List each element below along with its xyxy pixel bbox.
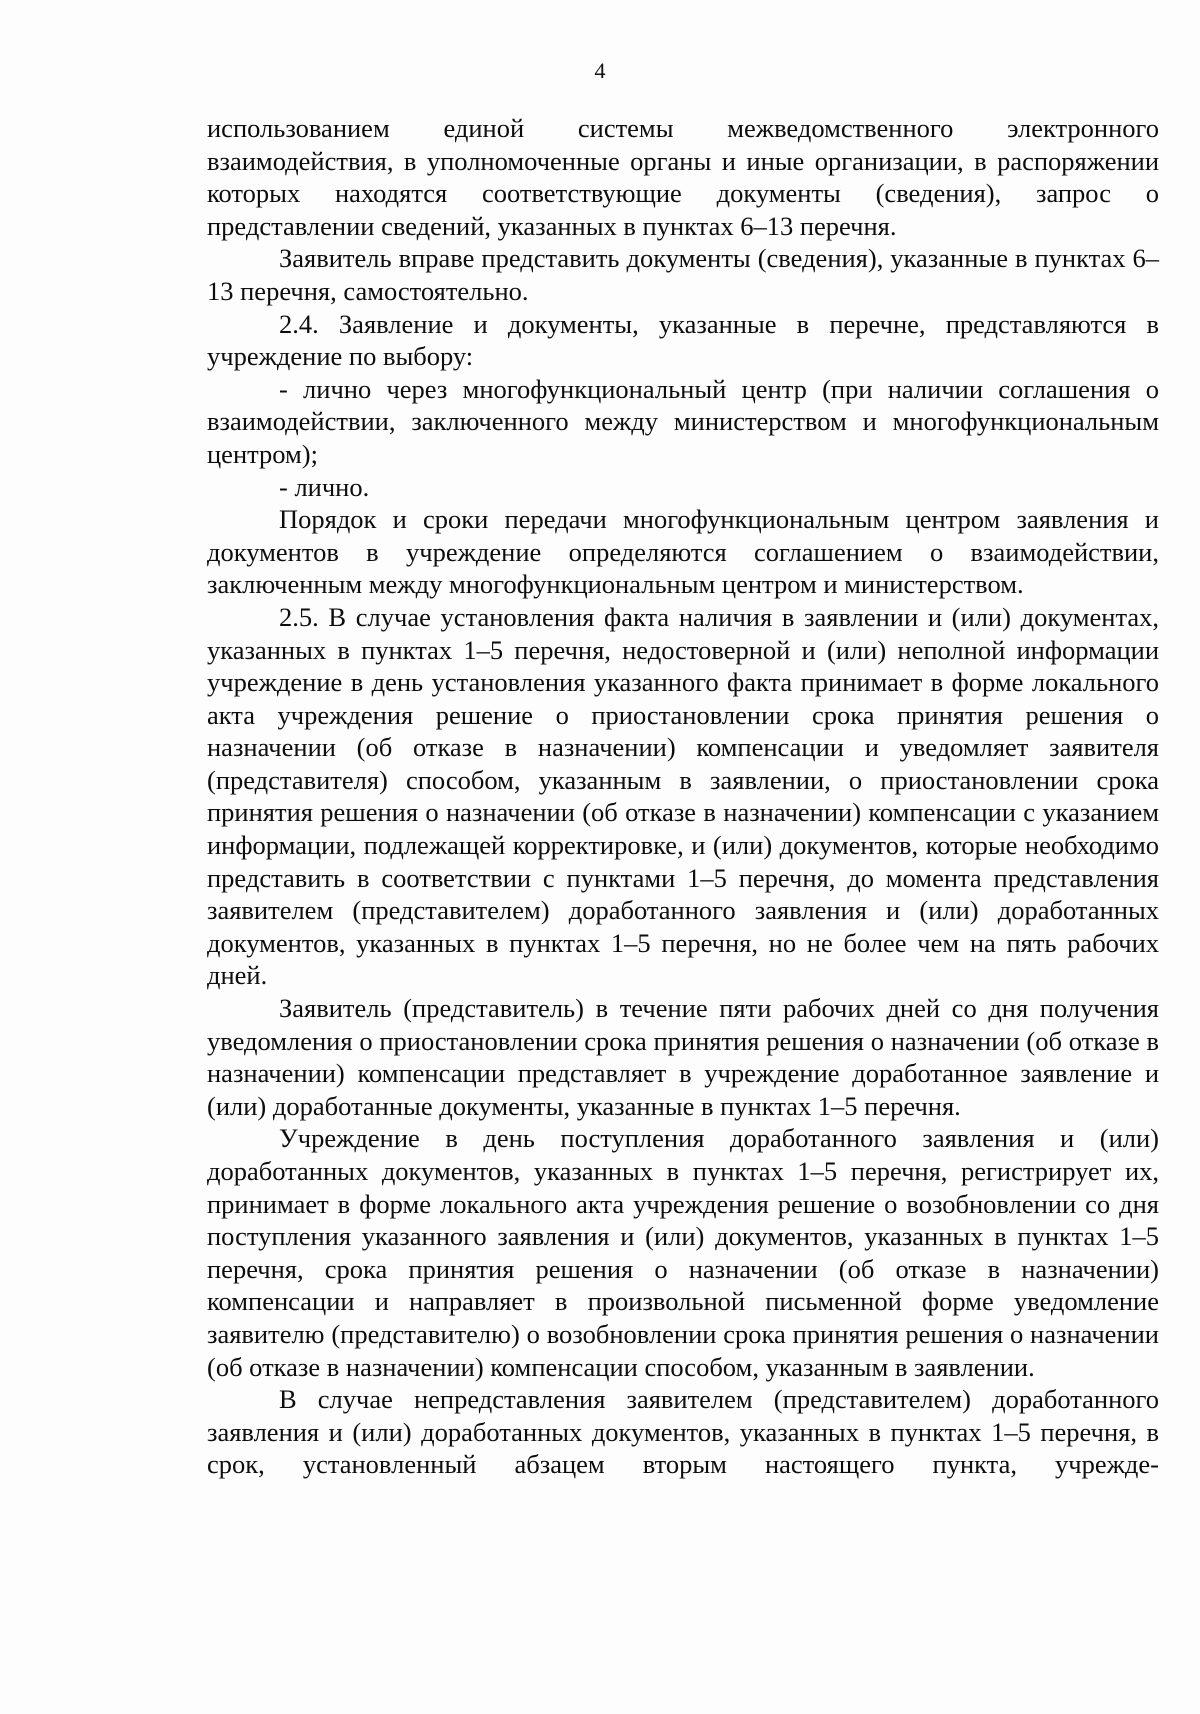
paragraph-continues-next-page: В случае непредставления заявителем (представителем) доработанного заявления и (или) доработанных документов, указанных в пунктах 1–5 перечня, в срок, установленный абзацем вторым настоящего пункта, учрежде- [207,1384,1159,1480]
paragraph-continuation: использованием единой системы межведомственного электронного взаимодействия, в уполномоченные органы и иные организации, в распоряжении которых находятся соответствующие документы (сведения), запрос о представлении сведений, указанных в пунктах 6–13 перечня. [207,113,1159,241]
paragraph: Учреждение в день поступления доработанного заявления и (или) доработанных документов, указанных в пунктах 1–5 перечня, регистрирует их, принимает в форме локального акта учреждения решение о возобновлении со дня поступления указанного заявления и (или) документов, указанных в пунктах 1–5 перечня, срока принятия решения о назначении (об отказе в назначении) компенсации и направляет в произвольной письменной форме уведомление заявителю (представителю) о возобновлении срока принятия решения о назначении (об отказе в назначении) компенсации способом, указанным в заявлении. [207,1123,1159,1382]
document-body [207,112,1159,1481]
paragraph-clause-2-4: 2.4. Заявление и документы, указанные в перечне, представляются в учреждение по выбору: [207,308,1159,372]
list-item: - лично. [279,471,370,502]
list-item: - лично через многофункциональный центр (при наличии соглашения о взаимодействии, заключенного между министерством и многофункциональным центром); [207,373,1159,469]
paragraph: Заявитель вправе представить документы (сведения), указанные в пунктах 6–13 перечня, самостоятельно. [207,243,1159,306]
paragraph-clause-2-5: 2.5. В случае установления факта наличия в заявлении и (или) документах, указанных в пунктах 1–5 перечня, недостоверной и (или) неполной информации учреждение в день установления указанного факта принимает в форме локального акта учреждения решение о приостановлении срока принятия решения о назначении (об отказе в назначении) компенсации и уведомляет заявителя (представителя) способом, указанным в заявлении, о приостановлении срока принятия решения о назначении (об отказе в назначении) компенсации с указанием информации, подлежащей корректировке, и (или) документов, которые необходимо представить в соответствии с пунктами 1–5 перечня, до момента представления заявителем (представителем) доработанного заявления и (или) доработанных документов, указанных в пунктах 1–5 перечня, но не более чем на пять рабочих дней. [207,601,1159,991]
page-number: 4 [594,58,606,83]
paragraph: Заявитель (представитель) в течение пяти рабочих дней со дня получения уведомления о приостановлении срока принятия решения о назначении (об отказе в назначении) компенсации представляет в учреждение доработанное заявление и (или) доработанные документы, указанные в пунктах 1–5 перечня. [207,993,1159,1121]
paragraph: Порядок и сроки передачи многофункциональным центром заявления и документов в учреждение определяются соглашением о взаимодействии, заключенным между многофункциональным центром и министерством. [207,504,1159,600]
